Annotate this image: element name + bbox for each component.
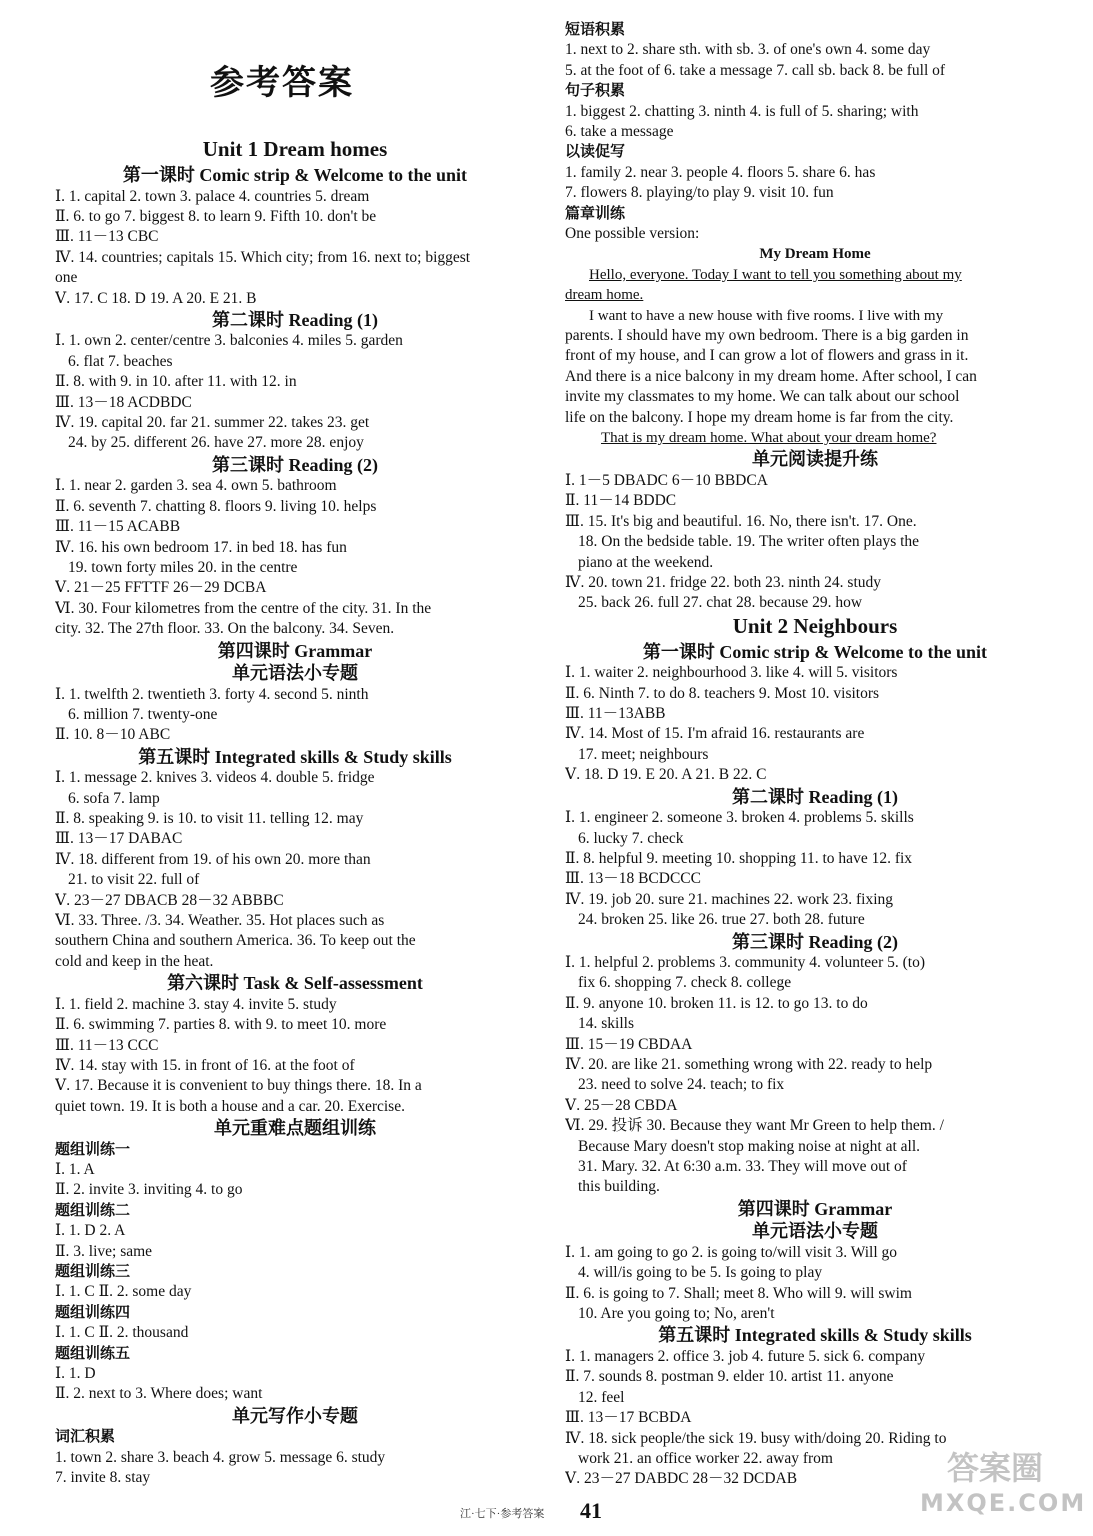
answer-line: Ⅰ. 1. waiter 2. neighbourhood 3. like 4. will 5. visitors xyxy=(565,664,898,682)
section-heading: 单元重难点题组训练 xyxy=(214,1118,376,1139)
answer-line: Ⅰ. 1. managers 2. office 3. job 4. future 5. sick 6. company xyxy=(565,1347,926,1365)
answer-line: 1. next to 2. share sth. with sb. 3. of one's own 4. some day xyxy=(565,41,931,59)
answer-line: 10. Are you going to; No, aren't xyxy=(578,1305,775,1322)
answer-line: Ⅵ. 33. Three. /3. 34. Weather. 35. Hot places such as xyxy=(55,912,385,929)
answer-line: Ⅳ. 20. town 21. fridge 22. both 23. ninth 24. study xyxy=(565,573,882,591)
answer-line: Ⅳ. 14. countries; capitals 15. Which city; from 16. next to; biggest xyxy=(55,248,471,266)
answer-line: Ⅰ. 1. D 2. A xyxy=(55,1222,126,1240)
section-heading: 单元阅读提升练 xyxy=(752,449,878,470)
section-heading: 第六课时 Task & Self-assessment xyxy=(167,973,423,994)
answer-line: Ⅲ. 11－13 CBC xyxy=(55,228,159,246)
answer-line: Ⅴ. 17. C 18. D 19. A 20. E 21. B xyxy=(55,289,257,307)
answer-line: Ⅴ. 25－28 CBDA xyxy=(565,1096,678,1114)
page-title: 参考答案 xyxy=(210,63,354,103)
answer-line: Ⅱ. 6. Ninth 7. to do 8. teachers 9. Most 10. visitors xyxy=(565,684,880,702)
section-heading: 第一课时 Comic strip & Welcome to the unit xyxy=(642,641,988,662)
answer-line: Ⅰ. 1. D xyxy=(55,1365,96,1382)
answer-line: city. 32. The 27th floor. 33. On the balcony. 34. Seven. xyxy=(55,620,395,638)
subsection-heading: 题组训练二 xyxy=(55,1202,131,1219)
essay-closing: That is my dream home. What about your dream home? xyxy=(601,430,937,446)
answer-line: Ⅴ. 17. Because it is convenient to buy things there. 18. In a xyxy=(55,1077,422,1095)
subsection-heading: 句子积累 xyxy=(565,83,626,100)
answer-line: this building. xyxy=(578,1178,660,1196)
watermark-logo xyxy=(920,1448,1087,1528)
answer-line: quiet town. 19. It is both a house and a car. 20. Exercise. xyxy=(55,1097,405,1115)
answer-line: Ⅴ. 21－25 FFTTF 26－29 DCBA xyxy=(55,579,267,597)
answer-line: Ⅱ. 8. with 9. in 10. after 11. with 12. in xyxy=(55,373,297,391)
answer-line: Ⅵ. 29. 投诉 30. Because they want Mr Green to help them. / xyxy=(565,1117,944,1135)
answer-line: southern China and southern America. 36. To keep out the xyxy=(55,932,416,950)
answer-line: Ⅰ. 1. message 2. knives 3. videos 4. double 5. fridge xyxy=(55,769,375,787)
subsection-heading: 题组训练三 xyxy=(55,1264,131,1280)
subsection-heading: 题组训练一 xyxy=(55,1141,131,1158)
answer-line: life on the balcony. I hope my dream home is far from the city. xyxy=(565,408,954,426)
answer-line: one xyxy=(55,269,78,287)
answer-line: 7. flowers 8. playing/to play 9. visit 10. fun xyxy=(565,184,834,202)
section-heading: 第五课时 Integrated skills & Study skills xyxy=(658,1325,972,1346)
answer-line: Ⅴ. 18. D 19. E 20. A 21. B 22. C xyxy=(565,766,767,784)
subsection-heading: 题组训练五 xyxy=(55,1345,131,1362)
answer-line: Ⅳ. 19. job 20. sure 21. machines 22. work 23. fixing xyxy=(565,890,894,908)
answer-line: Ⅱ. 6. is going to 7. Shall; meet 8. Who will 9. will swim xyxy=(565,1284,912,1302)
footer-label: 江·七下·参考答案 xyxy=(460,1508,545,1520)
answer-line: Ⅱ. 2. invite 3. inviting 4. to go xyxy=(55,1181,243,1199)
answer-line: Ⅳ. 20. are like 21. something wrong with 22. ready to help xyxy=(565,1056,933,1073)
subsection-heading: 题组训练四 xyxy=(55,1304,131,1321)
answer-line: Ⅲ. 15－19 CBDAA xyxy=(565,1035,693,1053)
answer-line: 19. town forty miles 20. in the centre xyxy=(68,558,298,576)
essay-title: My Dream Home xyxy=(759,246,871,263)
answer-line: Ⅰ. 1－5 DBADC 6－10 BBDCA xyxy=(565,471,768,489)
section-heading: 第二课时 Reading (1) xyxy=(212,309,378,330)
answer-line: 6. million 7. twenty-one xyxy=(68,705,218,723)
essay-line xyxy=(565,428,1065,448)
answer-line: Ⅳ. 18. different from 19. of his own 20. more than xyxy=(55,850,371,868)
answer-line: 6. sofa 7. lamp xyxy=(68,789,160,807)
answer-line: Ⅲ. 15. It's big and beautiful. 16. No, there isn't. 17. One. xyxy=(565,512,917,530)
watermark-line1: 答案圈 xyxy=(946,1449,1043,1487)
answer-line: Ⅲ. 13－18 ACDBDC xyxy=(55,393,192,411)
unit-heading: Unit 1 Dream homes xyxy=(202,137,388,161)
watermark-line2: MXQE.COM xyxy=(920,1489,1087,1517)
page-number: 41 xyxy=(580,1498,602,1523)
answer-line: 1. family 2. near 3. people 4. floors 5. share 6. has xyxy=(565,163,876,181)
answer-line: 5. at the foot of 6. take a message 7. call sb. back 8. be full of xyxy=(565,61,946,79)
subsection-heading: 篇章训练 xyxy=(565,205,626,222)
answer-line: 17. meet; neighbours xyxy=(578,745,709,763)
answer-line: Ⅰ. 1. am going to go 2. is going to/will visit 3. Will go xyxy=(565,1243,898,1261)
subsection-heading: 词汇积累 xyxy=(55,1429,116,1446)
essay-line: I want to have a new house with five rooms. I live with my xyxy=(589,307,944,324)
answer-line: Ⅳ. 19. capital 20. far 21. summer 22. takes 23. get xyxy=(55,414,370,431)
answer-line: Ⅳ. 14. Most of 15. I'm afraid 16. restaurants are xyxy=(565,725,865,743)
answer-line: 1. biggest 2. chatting 3. ninth 4. is full of 5. sharing; with xyxy=(565,102,919,120)
answer-line: Ⅳ. 18. sick people/the sick 19. busy with/doing 20. Riding to xyxy=(565,1429,947,1447)
answer-line: 21. to visit 22. full of xyxy=(68,871,200,889)
answer-line: Ⅲ. 13－18 BCDCCC xyxy=(565,870,701,888)
answer-line: Ⅲ. 11－13ABB xyxy=(565,705,666,722)
answer-line: 1. town 2. share 3. beach 4. grow 5. message 6. study xyxy=(55,1448,386,1466)
answer-line: invite my classmates to my home. We can talk about our school xyxy=(565,388,960,406)
answer-line: Ⅱ. 7. sounds 8. postman 9. elder 10. artist 11. anyone xyxy=(565,1368,894,1386)
answer-line: Ⅵ. 30. Four kilometres from the centre of the city. 31. In the xyxy=(55,599,432,617)
section-heading: 第一课时 Comic strip & Welcome to the unit xyxy=(122,165,468,185)
section-heading: 第五课时 Integrated skills & Study skills xyxy=(138,746,452,767)
answer-line: 6. lucky 7. check xyxy=(578,829,684,847)
answer-line: Ⅰ. 1. C Ⅱ. 2. thousand xyxy=(55,1324,189,1342)
answer-line: Ⅱ. 2. next to 3. Where does; want xyxy=(55,1385,263,1403)
answer-line: Because Mary doesn't stop making noise at night at all. xyxy=(578,1137,920,1155)
answer-line: 6. take a message xyxy=(565,123,674,140)
answer-line: 25. back 26. full 27. chat 28. because 29. how xyxy=(578,594,863,612)
section-heading: 单元语法小专题 xyxy=(232,663,358,683)
answer-line: 12. feel xyxy=(578,1388,625,1406)
answer-line: And there is a nice balcony in my dream home. After school, I can xyxy=(565,367,977,385)
answer-line: fix 6. shopping 7. check 8. college xyxy=(578,974,792,992)
answer-line: 4. will/is going to be 5. Is going to play xyxy=(578,1264,823,1282)
answer-line: Ⅱ. 6. swimming 7. parties 8. with 9. to meet 10. more xyxy=(55,1016,387,1034)
subsection-heading: 以读促写 xyxy=(565,144,626,161)
answer-line: 7. invite 8. stay xyxy=(55,1469,151,1487)
answer-line: 24. by 25. different 26. have 27. more 28. enjoy xyxy=(68,434,364,452)
unit-heading: Unit 2 Neighbours xyxy=(732,613,898,638)
answer-line: cold and keep in the heat. xyxy=(55,952,214,970)
section-heading: 第三课时 Reading (2) xyxy=(212,454,378,475)
answer-line: Ⅱ. 3. live; same xyxy=(55,1242,153,1260)
answer-line: Ⅱ. 8. speaking 9. is 10. to visit 11. telling 12. may xyxy=(55,810,364,827)
answer-line: Ⅱ. 9. anyone 10. broken 11. is 12. to go 13. to do xyxy=(565,994,868,1012)
answer-line: 31. Mary. 32. At 6:30 a.m. 33. They will move out of xyxy=(578,1158,907,1175)
answer-line: work 21. an office worker 22. away from xyxy=(578,1449,833,1467)
answer-line: Ⅱ. 6. seventh 7. chatting 8. floors 9. living 10. helps xyxy=(55,497,377,515)
answer-line: Ⅱ. 6. to go 7. biggest 8. to learn 9. Fifth 10. don't be xyxy=(55,207,377,225)
section-heading: 单元写作小专题 xyxy=(232,1405,358,1426)
answer-line: Ⅱ. 8. helpful 9. meeting 10. shopping 11. to have 12. fix xyxy=(565,849,913,867)
answer-line: Ⅴ. 23－27 DABDC 28－32 DCDAB xyxy=(565,1470,798,1488)
section-heading: 第四课时 Grammar xyxy=(737,1198,893,1219)
answer-line: Ⅱ. 11－14 BDDC xyxy=(565,492,677,510)
section-heading: 第三课时 Reading (2) xyxy=(732,931,898,952)
answer-line: Ⅲ. 13－17 DABAC xyxy=(55,830,183,848)
answer-line: Ⅰ. 1. near 2. garden 3. sea 4. own 5. bathroom xyxy=(55,477,337,495)
answer-line: 18. On the bedside table. 19. The writer often plays the xyxy=(578,533,920,551)
answer-line: Ⅰ. 1. own 2. center/centre 3. balconies 4. miles 5. garden xyxy=(55,332,403,350)
subsection-heading: 短语积累 xyxy=(565,22,626,38)
answer-line: Ⅰ. 1. engineer 2. someone 3. broken 4. problems 5. skills xyxy=(565,809,914,827)
answer-line: 14. skills xyxy=(578,1015,634,1033)
section-heading: 单元语法小专题 xyxy=(752,1221,878,1242)
answer-line: Ⅲ. 11－13 CCC xyxy=(55,1036,159,1054)
answer-line: Ⅰ. 1. helpful 2. problems 3. community 4. volunteer 5. (to) xyxy=(565,954,925,971)
answer-line: Ⅴ. 23－27 DBACB 28－32 ABBBC xyxy=(55,891,284,909)
answer-line: Ⅰ. 1. C Ⅱ. 2. some day xyxy=(55,1283,192,1301)
answer-line: Ⅰ. 1. A xyxy=(55,1161,95,1178)
answer-line: front of my house, and I can grow a lot of flowers and grass in it. xyxy=(565,347,969,365)
answer-line: piano at the weekend. xyxy=(578,553,714,571)
answer-line: One possible version: xyxy=(565,225,700,242)
answer-line: Ⅲ. 13－17 BCBDA xyxy=(565,1409,692,1427)
answer-line: Ⅱ. 10. 8－10 ABC xyxy=(55,726,171,744)
section-heading: 第四课时 Grammar xyxy=(217,640,373,661)
answer-line: Ⅳ. 16. his own bedroom 17. in bed 18. has fun xyxy=(55,538,347,556)
answer-line: 24. broken 25. like 26. true 27. both 28. future xyxy=(578,911,865,929)
answer-line: Ⅰ. 1. twelfth 2. twentieth 3. forty 4. second 5. ninth xyxy=(55,685,369,703)
answer-line: parents. I should have my own bedroom. There is a big garden in xyxy=(565,327,969,344)
answer-line: Ⅳ. 14. stay with 15. in front of 16. at the foot of xyxy=(55,1056,355,1074)
answer-line: 23. need to solve 24. teach; to fix xyxy=(578,1076,785,1094)
section-heading: 第二课时 Reading (1) xyxy=(732,786,898,807)
answer-line: Ⅲ. 11－15 ACABB xyxy=(55,518,181,536)
essay-line: Hello, everyone. Today I want to tell you something about my xyxy=(589,266,962,283)
essay-line: dream home. xyxy=(565,287,644,304)
answer-line: 6. flat 7. beaches xyxy=(68,352,173,370)
answer-line: Ⅰ. 1. capital 2. town 3. palace 4. countries 5. dream xyxy=(55,187,370,205)
answer-line: Ⅰ. 1. field 2. machine 3. stay 4. invite 5. study xyxy=(55,995,337,1013)
